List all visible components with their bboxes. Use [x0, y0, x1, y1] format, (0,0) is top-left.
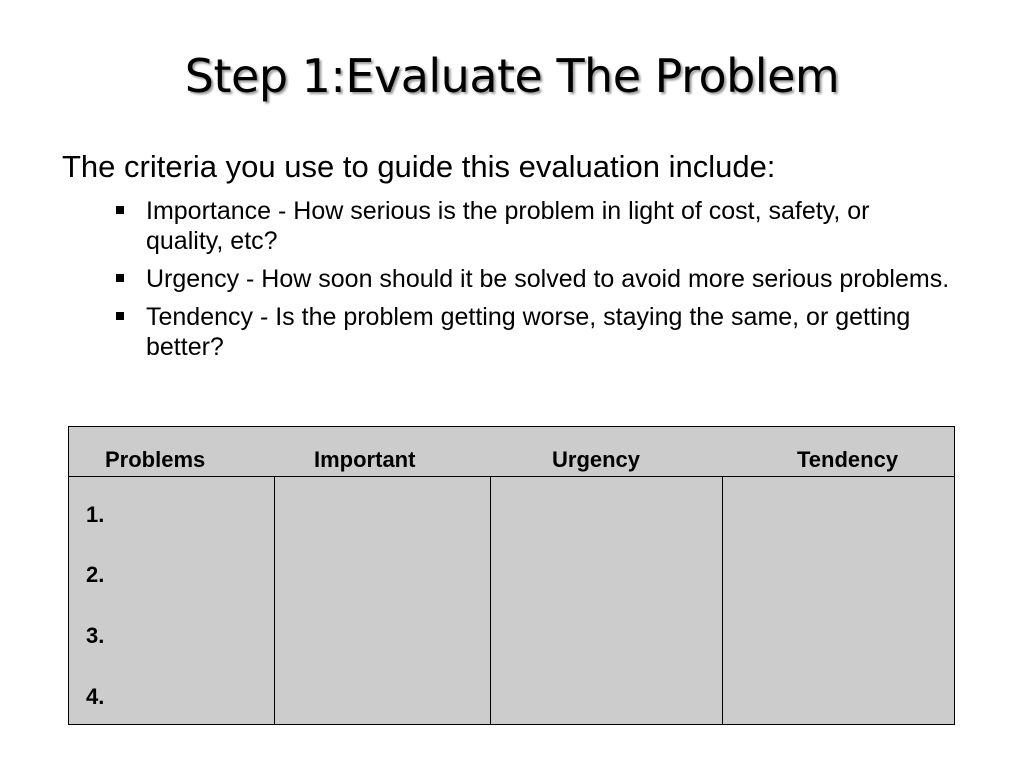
- bullet-text: Tendency - Is the problem getting worse, staying the same, or getting better?: [146, 303, 911, 361]
- column-divider: [274, 477, 275, 724]
- table-row-label: 2.: [86, 562, 105, 587]
- table-header-row: [69, 427, 954, 477]
- table-row-label: 3.: [86, 623, 105, 648]
- slide-title: Step 1:Evaluate The Problem: [184, 49, 840, 103]
- column-divider: [490, 477, 491, 724]
- bullet-urgency: [113, 264, 953, 294]
- criteria-list: [113, 196, 953, 370]
- bullet-text: Urgency - How soon should it be solved to avoid more serious problems.: [146, 265, 950, 293]
- table-row-label: 4.: [86, 684, 105, 709]
- column-header-urgency: Urgency: [552, 447, 641, 472]
- bullet-tendency: [113, 302, 953, 362]
- column-divider: [722, 477, 723, 724]
- table-row-label: 1.: [86, 502, 105, 527]
- square-bullet-icon: [116, 312, 124, 320]
- evaluation-table: [68, 426, 955, 725]
- column-header-problems: Problems: [105, 447, 206, 472]
- column-header-important: Important: [314, 447, 416, 472]
- column-header-tendency: Tendency: [797, 447, 899, 472]
- square-bullet-icon: [116, 206, 124, 214]
- intro-text: The criteria you use to guide this evaluation include:: [62, 149, 776, 184]
- square-bullet-icon: [116, 274, 124, 282]
- bullet-importance: [113, 196, 953, 256]
- bullet-text: Importance - How serious is the problem in light of cost, safety, or quality, etc?: [146, 197, 870, 255]
